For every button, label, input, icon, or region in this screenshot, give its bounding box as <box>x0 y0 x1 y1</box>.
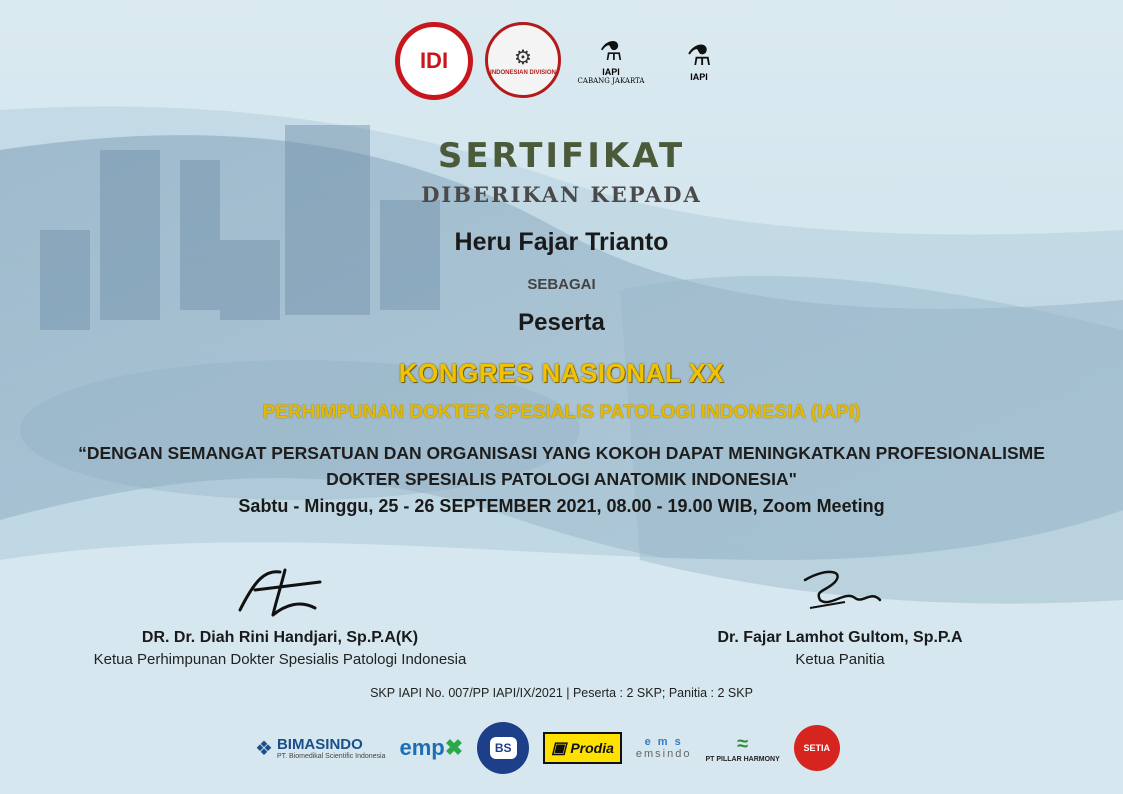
bimasindo-sub: PT. Biomedikal Scientific Indonesia <box>276 753 386 760</box>
sponsor-logos <box>255 722 840 774</box>
skp-info: SKP IAPI No. 007/PP IAPI/IX/2021 | Peserta : 2 SKP; Panitia : 2 SKP <box>370 686 753 700</box>
event-theme <box>0 440 1123 492</box>
signatory-right-title: Ketua Panitia <box>795 651 885 668</box>
certificate-title: SERTIFIKAT <box>437 136 686 176</box>
signature-left-image <box>225 560 335 620</box>
theme-line-1: “DENGAN SEMANGAT PERSATUAN DAN ORGANISASI YANG KOKOH DAPAT MENINGKATKAN PROFESIONALISME <box>78 443 1045 463</box>
microscope-icon: ⚙ <box>514 46 532 69</box>
recipient-name: Heru Fajar Trianto <box>454 228 669 256</box>
setia-text: SETIA <box>803 743 830 753</box>
signature-right-image <box>785 560 895 620</box>
theme-line-2: DOKTER SPESIALIS PATOLOGI ANATOMIK INDONESIA" <box>326 469 797 489</box>
signature-block-left <box>40 560 520 668</box>
prodia-logo <box>543 732 622 764</box>
iapi-jakarta-logo <box>573 22 649 98</box>
event-name: KONGRES NASIONAL XX <box>398 358 725 388</box>
indonesian-division-text: INDONESIAN DIVISION <box>490 69 556 76</box>
prodia-text: Prodia <box>570 740 614 756</box>
prodia-mark-icon: ▣ <box>551 740 567 757</box>
emsindo-logo <box>636 736 692 760</box>
iapi-text: IAPI <box>690 71 708 82</box>
signature-block-right <box>680 560 1000 668</box>
wave-icon: ≈ <box>737 733 749 755</box>
emp-text: emp <box>399 735 445 760</box>
as-label: SEBAGAI <box>527 276 596 293</box>
pillar-harmony-text: PT PILLAR HARMONY <box>705 756 780 763</box>
microscope-icon: ⚗ <box>686 39 712 71</box>
ems-text: e m s <box>644 736 683 748</box>
signatory-left-title: Ketua Perhimpunan Dokter Spesialis Patologi Indonesia <box>93 651 467 668</box>
top-logos <box>395 22 737 100</box>
idi-logo <box>395 22 473 100</box>
ribbon-icon: ✖ <box>444 735 464 760</box>
biogen-text: BS <box>490 737 517 759</box>
emp-logo <box>400 735 464 761</box>
indonesian-division-logo <box>485 22 561 98</box>
iapi-jakarta-sub: CABANG JAKARTA <box>577 76 645 85</box>
idi-logo-text: IDI <box>419 48 449 73</box>
iapi-logo <box>661 22 737 98</box>
recipient-role: Peserta <box>518 309 605 336</box>
iapi-jakarta-text: IAPI <box>602 66 620 77</box>
emsindo-text: emsindo <box>635 748 692 760</box>
microscope-icon: ⚗ <box>599 35 623 66</box>
organization-name: PERHIMPUNAN DOKTER SPESIALIS PATOLOGI INDONESIA (IAPI) <box>262 402 861 423</box>
event-date: Sabtu - Minggu, 25 - 26 SEPTEMBER 2021, 08.00 - 19.00 WIB, Zoom Meeting <box>238 496 885 516</box>
dna-icon: ❖ <box>255 737 273 760</box>
signatory-right-name: Dr. Fajar Lamhot Gultom, Sp.P.A <box>717 629 963 646</box>
bimasindo-logo <box>255 736 386 761</box>
bimasindo-name: BIMASINDO <box>276 736 363 753</box>
setia-logo <box>794 725 840 771</box>
signatory-left-name: DR. Dr. Diah Rini Handjari, Sp.P.A(K) <box>141 629 419 646</box>
pillar-harmony-logo <box>705 733 779 763</box>
given-to-label: DIBERIKAN KEPADA <box>421 182 702 207</box>
biogen-logo <box>477 722 529 774</box>
